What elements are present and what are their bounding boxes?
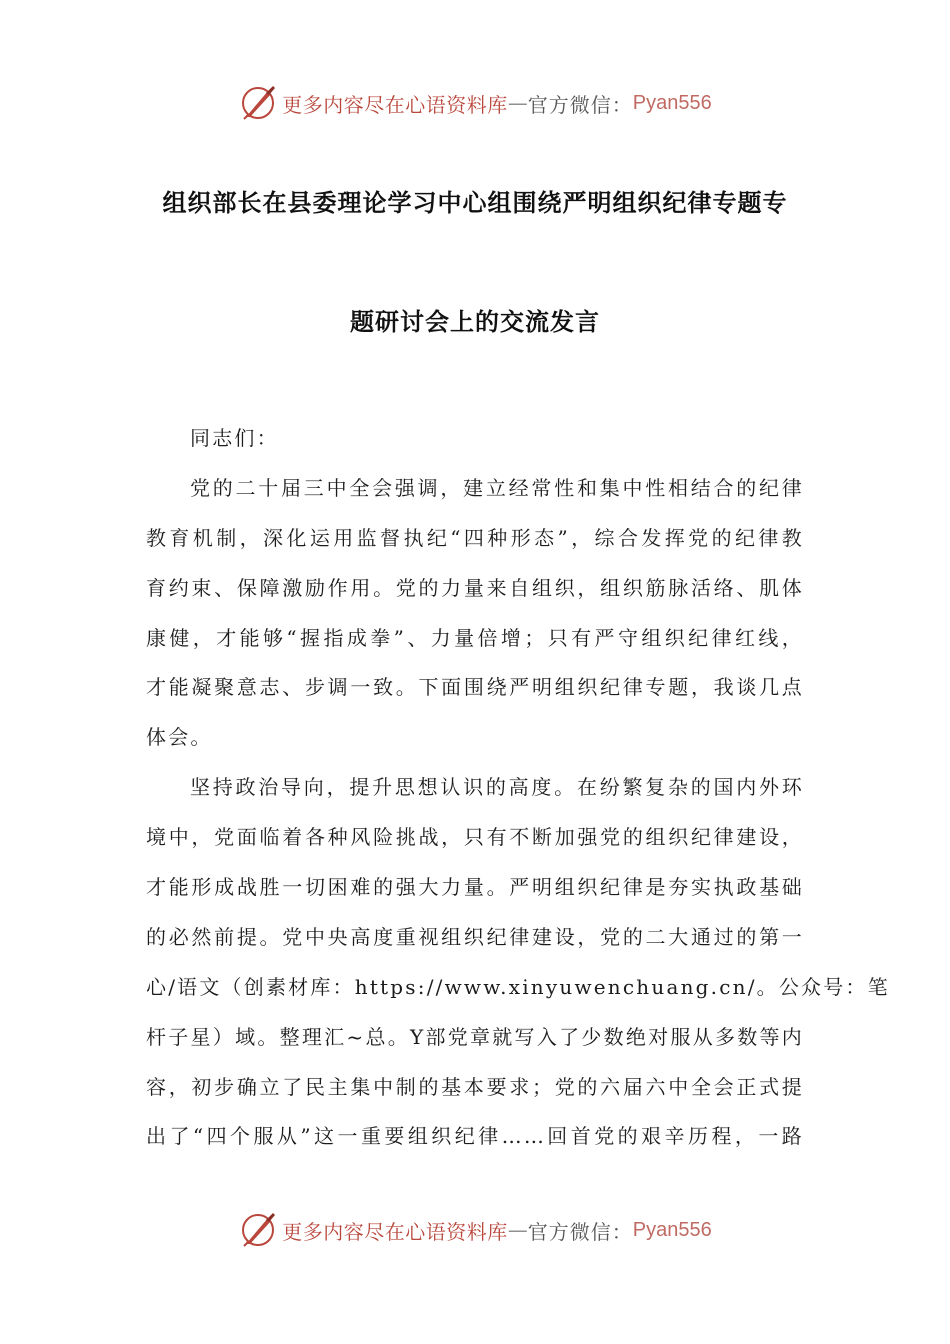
body-line: 容，初步确立了民主集中制的基本要求；党的六届六中全会正式提 — [146, 1074, 804, 1099]
watermark-wechat-id: Pyan556 — [632, 1218, 712, 1241]
body-line: 育约束、保障激励作用。党的力量来自组织，组织筋脉活络、肌体 — [146, 575, 804, 600]
body-line: 党的二十届三中全会强调，建立经常性和集中性相结合的纪律 — [190, 475, 804, 500]
watermark-library-text: 更多内容尽在心语资料库 — [282, 92, 508, 117]
watermark-wechat-id: Pyan556 — [632, 91, 712, 114]
watermark-banner-bottom — [0, 1205, 950, 1255]
body-line: 才能形成战胜一切困难的强大力量。严明组织纪律是夯实执政基础 — [146, 875, 804, 900]
document-title-line-1: 组织部长在县委理论学习中心组围绕严明组织纪律专题专 — [162, 189, 788, 217]
body-line: 心/语文（创素材库：https://www.xinyuwenchuang.cn/。公众号：笔 — [146, 974, 890, 999]
body-line: 境中，党面临着各种风险挑战，只有不断加强党的组织纪律建设， — [146, 825, 804, 850]
watermark-banner-top — [0, 78, 950, 128]
body-line: 康健，才能够“握指成拳”、力量倍增；只有严守组织纪律红线， — [146, 625, 804, 650]
watermark-library-text: 更多内容尽在心语资料库 — [282, 1219, 508, 1244]
body-line: 体会。 — [146, 725, 213, 750]
watermark-separator: — — [507, 1218, 528, 1242]
quill-logo-icon — [238, 83, 278, 123]
watermark-wechat-label: 官方微信： — [527, 92, 633, 117]
document-body — [146, 414, 890, 1162]
quill-logo-icon — [238, 1210, 278, 1250]
body-line: 出了“四个服从”这一重要组织纪律……回首党的艰辛历程，一路 — [146, 1124, 804, 1149]
body-line: 教育机制，深化运用监督执纪“四种形态”，综合发挥党的纪律教 — [146, 525, 804, 550]
body-line: 坚持政治导向，提升思想认识的高度。在纷繁复杂的国内外环 — [190, 775, 804, 800]
body-line: 才能凝聚意志、步调一致。下面围绕严明组织纪律专题，我谈几点 — [146, 675, 804, 700]
body-line: 的必然前提。党中央高度重视组织纪律建设，党的二大通过的第一 — [146, 924, 804, 949]
body-line: 杆子星）域。整理汇~总。Y部党章就写入了少数绝对服从多数等内 — [146, 1024, 804, 1049]
watermark-wechat-label: 官方微信： — [527, 1219, 633, 1244]
watermark-separator: — — [507, 91, 528, 115]
body-line: 同志们： — [190, 426, 279, 450]
document-title-line-2: 题研讨会上的交流发言 — [350, 308, 600, 336]
